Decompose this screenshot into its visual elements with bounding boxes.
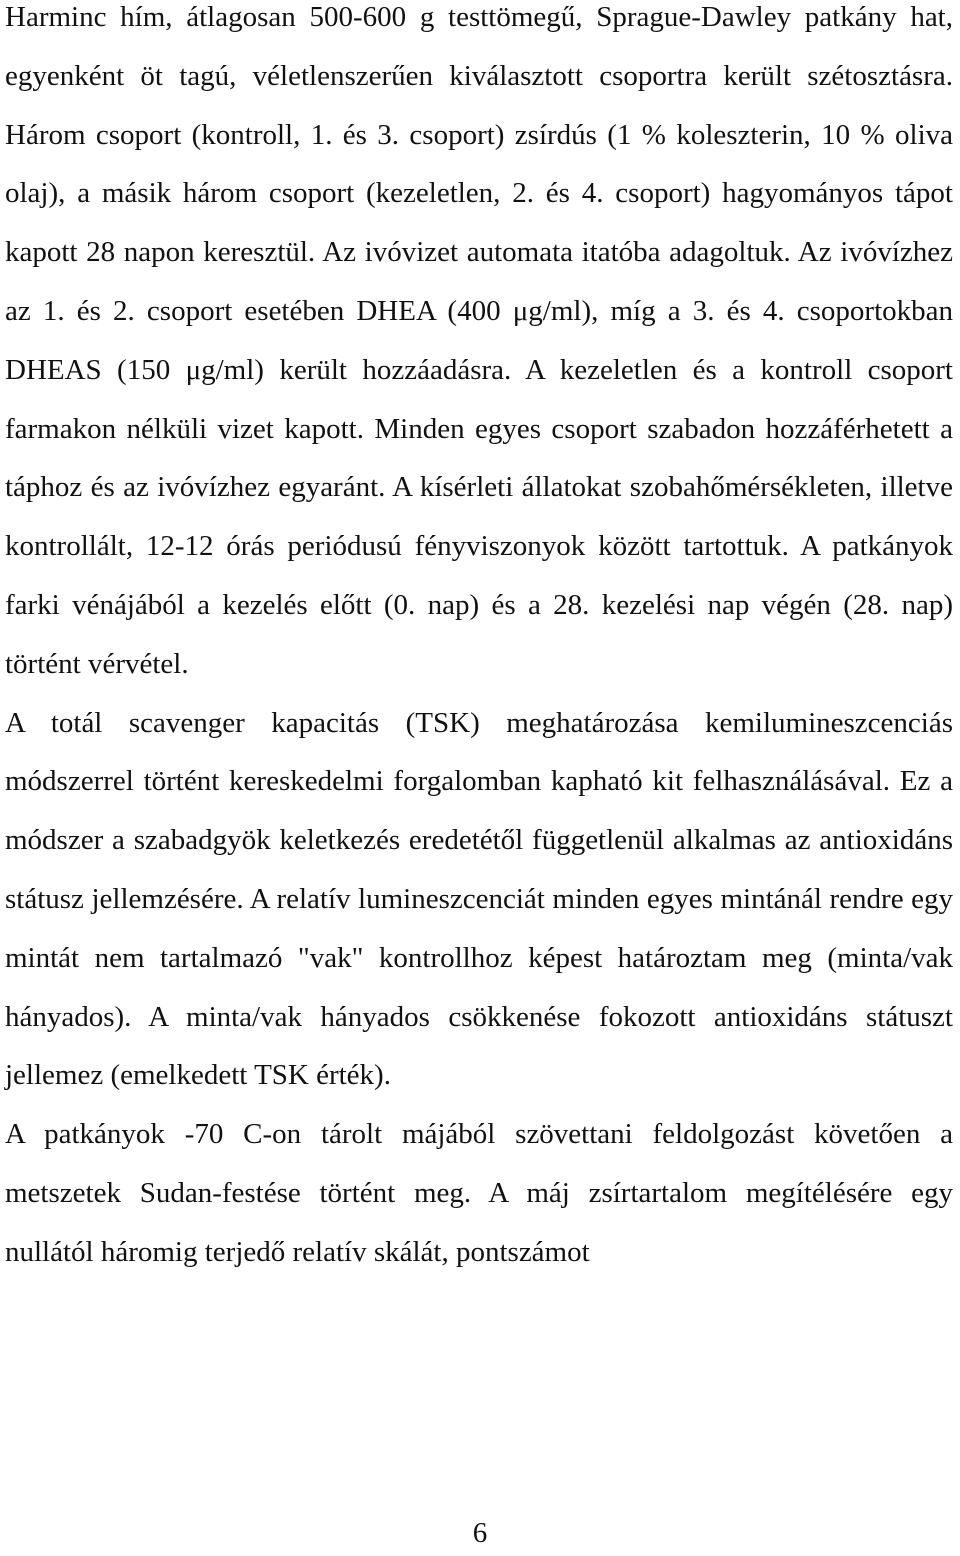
paragraph-methods-tsk: A totál scavenger kapacitás (TSK) meghatározása kemilumineszcenciás módszerrel történt kereskedelmi forgalomban kapható kit felhasználásával. Ez a módszer a szabadgyök keletkezés eredetétől függetlenül alkalmas az antioxidáns státusz jellemzésére. A relatív lumineszcenciát minden egyes mintánál rendre egy mintát nem tartalmazó "vak" kontrollhoz képest határoztam meg (minta/vak hányados). A minta/vak hányados csökkenése fokozott antioxidáns státuszt jellemez (emelkedett TSK érték). xyxy=(5,706,953,1092)
body-text xyxy=(5,0,953,1282)
paragraph-methods-animals: Harminc hím, átlagosan 500-600 g testtömegű, Sprague-Dawley patkány hat, egyenként öt tagú, véletlenszerűen kiválasztott csoportra került szétosztásra. Három csoport (kontroll, 1. és 3. csoport) zsírdús (1 % koleszterin, 10 % oliva olaj), a másik három csoport (kezeletlen, 2. és 4. csoport) hagyományos tápot kapott 28 napon keresztül. Az ivóvizet automata itatóba adagoltuk. Az ivóvízhez az 1. és 2. csoport esetében DHEA (400 μg/ml), míg a 3. és 4. csoportokban DHEAS (150 μg/ml) került hozzáadásra. A kezeletlen és a kontroll csoport farmakon nélküli vizet kapott. Minden egyes csoport szabadon hozzáférhetett a táphoz és az ivóvízhez egyaránt. A kísérleti állatokat szobahőmérsékleten, illetve kontrollált, 12-12 órás periódusú fényviszonyok között tartottuk. A patkányok farki vénájából a kezelés előtt (0. nap) és a 28. kezelési nap végén (28. nap) történt vérvétel. xyxy=(5,1,953,680)
paragraph-methods-histology: A patkányok -70 C-on tárolt májából szövettani feldolgozást követően a metszetek Sudan-festése történt meg. A máj zsírtartalom megítélésére egy nullától háromig terjedő relatív skálát, pontszámot xyxy=(5,1118,953,1268)
page-number: 6 xyxy=(472,1517,488,1549)
